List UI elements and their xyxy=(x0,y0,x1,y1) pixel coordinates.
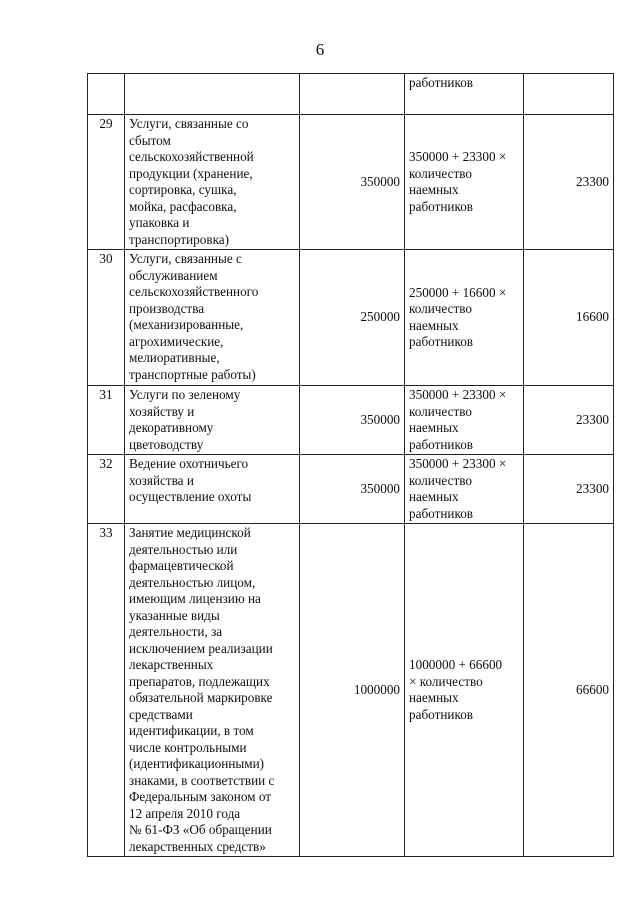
row-number: 31 xyxy=(88,386,125,455)
per-employee-value: 23300 xyxy=(524,115,614,250)
tax-rates-table xyxy=(87,73,614,857)
activity-name: Ведение охотничьего хозяйства и осуществление охоты xyxy=(125,455,300,524)
table-row xyxy=(88,524,614,857)
income-formula: работников xyxy=(405,74,524,115)
per-employee-value: 23300 xyxy=(524,386,614,455)
income-formula: 350000 + 23300 × количество наемных работников xyxy=(405,115,524,250)
income-formula: 350000 + 23300 × количество наемных работников xyxy=(405,386,524,455)
activity-name: Услуги по зеленому хозяйству и декоративному цветоводству xyxy=(125,386,300,455)
base-amount xyxy=(300,74,405,115)
per-employee-value: 23300 xyxy=(524,455,614,524)
activity-name: Услуги, связанные со сбытом сельскохозяйственной продукции (хранение, сортировка, сушка, мойка, расфасовка, упаковка и транспортировка) xyxy=(125,115,300,250)
per-employee-value: 66600 xyxy=(524,524,614,857)
row-number: 30 xyxy=(88,250,125,386)
income-formula: 250000 + 16600 × количество наемных работников xyxy=(405,250,524,386)
base-amount: 1000000 xyxy=(300,524,405,857)
per-employee-value: 16600 xyxy=(524,250,614,386)
row-number: 32 xyxy=(88,455,125,524)
row-number: 29 xyxy=(88,115,125,250)
base-amount: 350000 xyxy=(300,455,405,524)
per-employee-value xyxy=(524,74,614,115)
table-row xyxy=(88,386,614,455)
table-row xyxy=(88,74,614,115)
page-number: 6 xyxy=(315,40,325,59)
base-amount: 350000 xyxy=(300,115,405,250)
base-amount: 350000 xyxy=(300,386,405,455)
table-row xyxy=(88,115,614,250)
row-number: 33 xyxy=(88,524,125,857)
base-amount: 250000 xyxy=(300,250,405,386)
row-number xyxy=(88,74,125,115)
activity-name: Занятие медицинской деятельностью или фармацевтической деятельностью лицом, имеющим лицензию на указанные виды деятельности, за исключением реализации лекарственных препаратов, подлежащих обязательной маркировке средствами идентификации, в том числе контрольными (идентификационными) знаками, в соответствии с Федеральным законом от 12 апреля 2010 года № 61-ФЗ «Об обращении лекарственных средств» xyxy=(125,524,300,857)
income-formula: 1000000 + 66600 × количество наемных работников xyxy=(405,524,524,857)
activity-name xyxy=(125,74,300,115)
table-row xyxy=(88,250,614,386)
activity-name: Услуги, связанные с обслуживанием сельскохозяйственного производства (механизированные, агрохимические, мелиоративные, транспортные работы) xyxy=(125,250,300,386)
income-formula: 350000 + 23300 × количество наемных работников xyxy=(405,455,524,524)
table-row xyxy=(88,455,614,524)
